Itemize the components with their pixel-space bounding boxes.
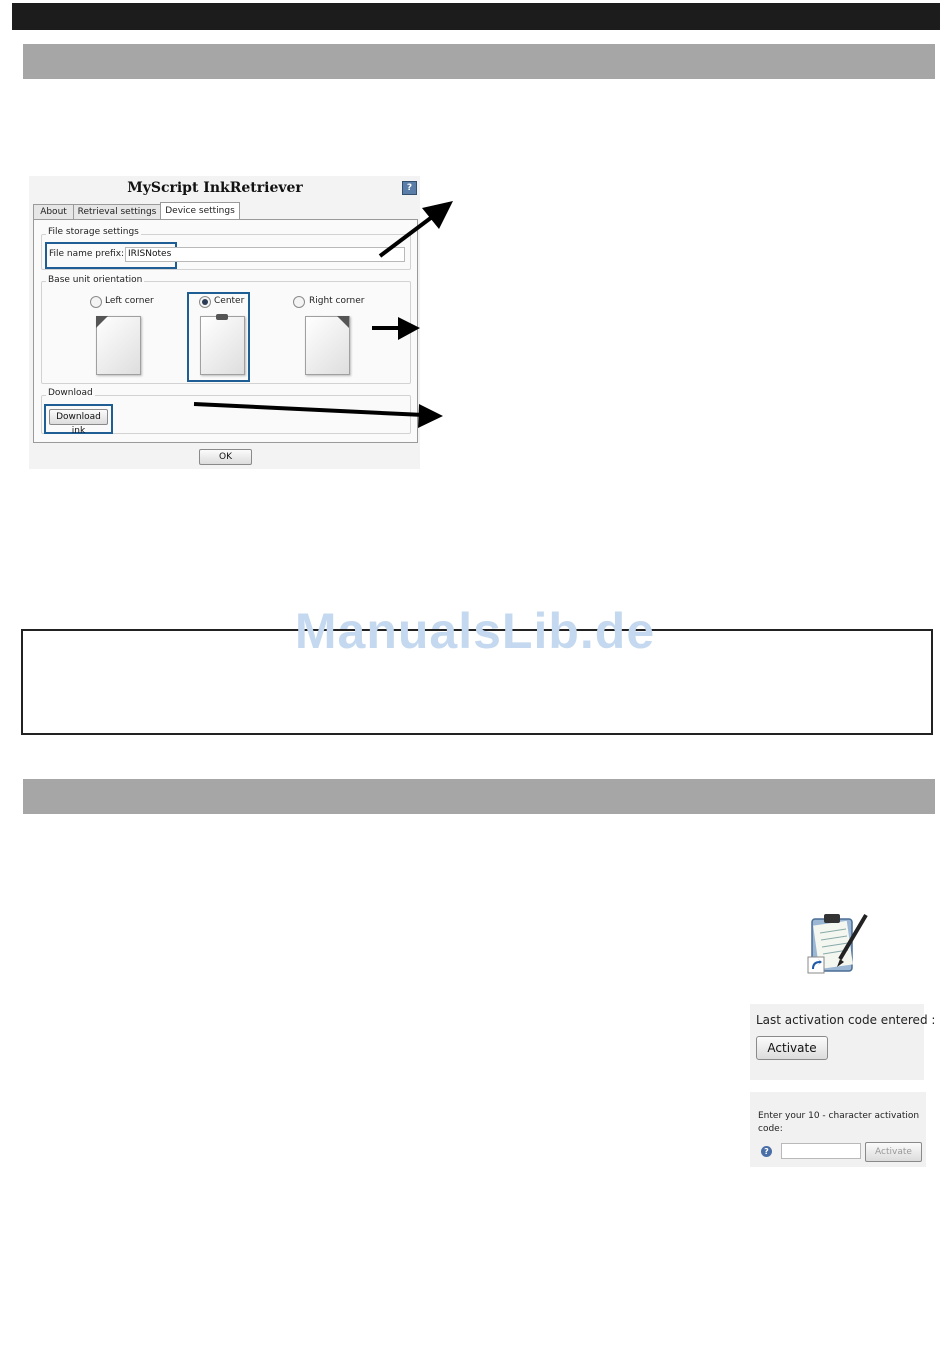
tab-about[interactable]: About [33, 204, 74, 220]
dialog-title: MyScript InkRetriever [127, 180, 303, 196]
watermark-text: ManualsLib.de [294, 603, 656, 659]
download-label: Download [48, 388, 93, 398]
enter-activation-label: Enter your 10 - character activation code: [758, 1111, 920, 1134]
file-storage-label: File storage settings [48, 227, 139, 237]
help-icon[interactable]: ? [761, 1146, 772, 1157]
orientation-label: Base unit orientation [48, 275, 143, 285]
arrow-file-prefix [380, 201, 453, 256]
ok-button[interactable]: OK [199, 449, 252, 465]
file-name-prefix-label: File name prefix: [49, 249, 125, 259]
arrow-orientation [372, 317, 420, 340]
last-activation-label: Last activation code entered : [756, 1013, 936, 1027]
download-ink-button[interactable]: Download ink [49, 409, 108, 425]
help-icon[interactable]: ? [402, 181, 417, 195]
activation-code-input[interactable] [781, 1143, 861, 1159]
activation-status-panel [750, 1004, 936, 1080]
left-corner-label: Left corner [105, 296, 154, 306]
file-name-prefix-input[interactable]: IRISNotes [125, 247, 405, 262]
activation-entry-panel [750, 1092, 926, 1167]
tab-device-settings[interactable]: Device settings [160, 202, 240, 221]
tab-retrieval-settings[interactable]: Retrieval settings [73, 204, 161, 220]
center-label: Center [214, 296, 245, 306]
right-corner-label: Right corner [309, 296, 365, 306]
activate-button-2[interactable]: Activate [865, 1142, 922, 1162]
activate-button-1[interactable]: Activate [756, 1036, 828, 1060]
notes-app-shortcut-icon[interactable] [806, 911, 870, 977]
arrow-download [194, 404, 443, 428]
